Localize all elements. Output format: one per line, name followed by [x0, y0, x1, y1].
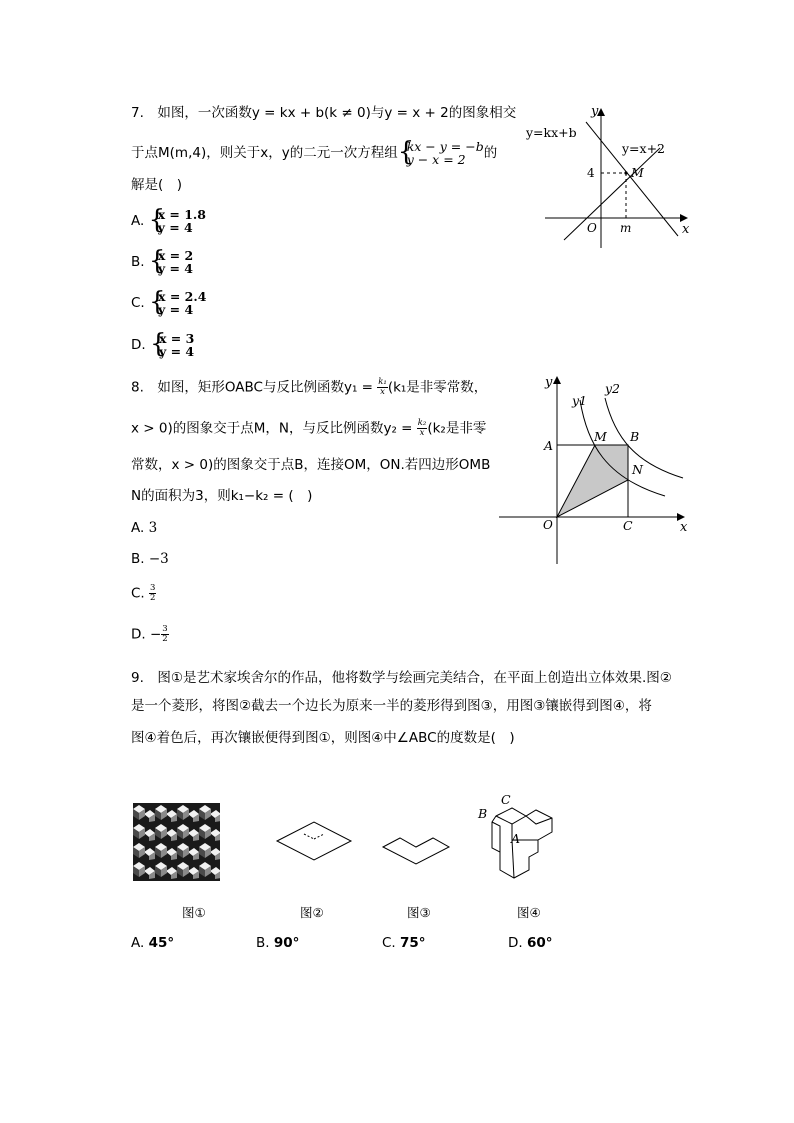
- q8-line4: N的面积为3，则k₁−k₂ = ( ): [131, 488, 313, 504]
- q7-option-d-x: { x = 3: [158, 331, 195, 346]
- q8-frac-k2-den: x: [419, 428, 425, 438]
- q7-line2: [131, 140, 497, 166]
- q8-option-b[interactable]: [131, 551, 169, 567]
- q8-frac-k2-num: k₂: [417, 418, 427, 428]
- q8-y-label: y: [545, 375, 553, 390]
- q8-y-arrow: [553, 376, 561, 384]
- q9-fig4-label-a: A: [511, 831, 521, 846]
- q9-option-b[interactable]: [256, 935, 299, 951]
- q9-fig1-fill: [133, 803, 220, 881]
- q7-option-b-label: B.: [131, 254, 145, 270]
- q9-fig1-escher-pattern: [133, 803, 220, 881]
- q7-line2-label: y=x+2: [622, 141, 666, 156]
- q9-fig3-cut-rhombus: [381, 834, 451, 868]
- q9-caption-fig4: 图④: [517, 905, 541, 920]
- q7-line2-a: 于点M(m,4)，则关于x，y的二元一次方程组: [131, 145, 398, 161]
- q8-option-c-num: 3: [150, 583, 156, 593]
- q7-option-a-label: A.: [131, 213, 145, 229]
- q9-option-b-label: B.: [256, 935, 270, 951]
- q7-option-c-label: C.: [131, 295, 145, 311]
- q8-line3: 常数，x > 0)的图象交于点B，连接OM，ON.若四边形OMB: [131, 457, 491, 473]
- q9-fig4-inner-5: [492, 822, 500, 852]
- q9-fig3-outline: [383, 838, 449, 864]
- q8-frac-k1-den: x: [380, 387, 385, 397]
- q7-x-arrow: [680, 214, 688, 222]
- q9-option-a-value: 45°: [148, 935, 175, 951]
- q8-option-c-frac: [149, 584, 156, 603]
- q8-shaded-omb-n: [557, 445, 628, 517]
- q8-option-a-label: A.: [131, 520, 145, 536]
- q8-line1-a: 8. 如图，矩形OABC与反比例函数y₁ =: [131, 379, 378, 396]
- q8-label-b: B: [630, 429, 640, 444]
- q7-option-a[interactable]: [131, 208, 206, 234]
- q7-line2-b: 的: [483, 145, 498, 161]
- q8-option-c-den: 2: [150, 593, 156, 603]
- q8-option-a[interactable]: [131, 520, 157, 536]
- q9-option-a-label: A.: [131, 935, 145, 951]
- q7-option-c-y: y = 4: [158, 302, 194, 317]
- q8-line2-a: x > 0)的图象交于点M，N，与反比例函数y₂ =: [131, 420, 417, 437]
- q9-caption-fig2: 图②: [300, 905, 324, 920]
- q9-fig4-tessellation: [474, 790, 569, 882]
- q9-fig2-rhombus: [275, 820, 353, 862]
- q7-tick-4: 4: [587, 166, 595, 180]
- q9-fig2-dash-2: [314, 834, 324, 839]
- q7-m-label: M: [631, 165, 644, 180]
- q8-origin-label: O: [543, 518, 553, 532]
- q9-option-c[interactable]: [382, 935, 426, 951]
- q7-option-d[interactable]: [131, 332, 194, 358]
- q7-option-d-system: [150, 332, 194, 358]
- q9-fig2-outline: [277, 822, 351, 860]
- q7-option-a-system: [149, 208, 206, 234]
- q8-frac-k1-num: k₁: [378, 377, 387, 387]
- q7-option-c-system: [149, 290, 206, 316]
- q8-option-d[interactable]: [131, 625, 169, 644]
- q7-x-label: x: [682, 222, 690, 237]
- q8-label-n: N: [632, 462, 643, 477]
- q8-label-c: C: [623, 518, 633, 533]
- q8-frac-k2: [417, 419, 428, 438]
- q8-x-label: x: [680, 520, 688, 535]
- q8-option-a-value: 3: [148, 520, 158, 536]
- q7-line1-label: y=kx+b: [526, 125, 577, 140]
- q8-option-d-sign: −: [149, 626, 162, 643]
- q8-option-b-label: B.: [131, 551, 145, 567]
- q8-label-a: A: [544, 438, 554, 453]
- q7-option-c-x: { x = 2.4: [158, 289, 207, 304]
- q9-option-a[interactable]: [131, 935, 174, 951]
- q9-fig4-inner-4: [526, 816, 552, 824]
- q8-option-c[interactable]: [131, 584, 156, 603]
- q9-fig4-inner-1: [496, 816, 526, 824]
- q7-option-a-y: y = 4: [157, 220, 193, 235]
- q9-option-d-label: D.: [508, 935, 523, 951]
- q7-y-label: y: [591, 104, 599, 119]
- q8-option-d-num: 3: [162, 624, 168, 634]
- q7-option-c[interactable]: [131, 290, 206, 316]
- q7-option-a-x: { x = 1.8: [157, 207, 206, 222]
- q8-option-d-label: D.: [131, 626, 146, 643]
- q9-fig4-label-b: B: [478, 806, 488, 821]
- q9-option-c-label: C.: [382, 935, 396, 951]
- q7-option-b[interactable]: [131, 249, 193, 275]
- q8-line1-b: (k₁是非零常数，: [387, 379, 488, 396]
- q9-line3: 图④着色后，再次镶嵌便得到图①，则图④中∠ABC的度数是( ): [131, 730, 515, 746]
- q8-frac-k1: [377, 378, 388, 397]
- q8-option-b-value: −3: [148, 551, 169, 567]
- q7-eq1: { kx − y = −b: [406, 139, 484, 154]
- q8-label-m: M: [594, 429, 607, 444]
- q8-figure: [495, 368, 695, 568]
- q7-equation-system: [398, 140, 484, 166]
- q9-fig4-label-c: C: [501, 792, 511, 807]
- q9-option-d-value: 60°: [526, 935, 553, 951]
- q9-caption-fig3: 图③: [407, 905, 431, 920]
- q7-eq2: y − x = 2: [406, 152, 466, 167]
- q9-option-b-value: 90°: [273, 935, 300, 951]
- q9-caption-fig1: 图①: [182, 905, 206, 920]
- q8-option-d-den: 2: [162, 634, 168, 644]
- q9-option-d[interactable]: [508, 935, 553, 951]
- q8-option-d-frac: [161, 625, 168, 644]
- q7-option-d-label: D.: [131, 337, 146, 353]
- q7-origin-label: O: [587, 221, 597, 235]
- q7-option-b-y: y = 4: [157, 261, 193, 276]
- q8-line1: [131, 378, 487, 397]
- q9-line2: 是一个菱形，将图②截去一个边长为原来一半的菱形得到图③，用图③镶嵌得到图④，将: [131, 698, 652, 714]
- q7-line3: 解是( ): [131, 177, 183, 193]
- q7-line-y-x-plus-2: [564, 148, 660, 240]
- q7-option-b-x: { x = 2: [157, 248, 194, 263]
- q9-line1: 9. 图①是艺术家埃舍尔的作品，他将数学与绘画完美结合，在平面上创造出立体效果.图②: [131, 670, 672, 686]
- q8-label-y2: y2: [605, 381, 621, 396]
- q9-option-c-value: 75°: [400, 935, 426, 951]
- q7-tick-m: m: [620, 221, 632, 235]
- q7-figure: [520, 100, 700, 250]
- q7-option-b-system: [149, 249, 193, 275]
- q7-point-m: [624, 171, 627, 174]
- q9-fig2-dash-1: [304, 834, 314, 839]
- q8-option-c-label: C.: [131, 585, 145, 602]
- q8-line2-b: (k₂是非零: [427, 420, 487, 437]
- q8-label-y1: y1: [572, 393, 588, 408]
- q7-option-d-y: y = 4: [158, 344, 195, 359]
- q7-line1: 7. 如图，一次函数y = kx + b(k ≠ 0)与y = x + 2的图象相交: [131, 105, 517, 121]
- q8-line2: [131, 419, 486, 438]
